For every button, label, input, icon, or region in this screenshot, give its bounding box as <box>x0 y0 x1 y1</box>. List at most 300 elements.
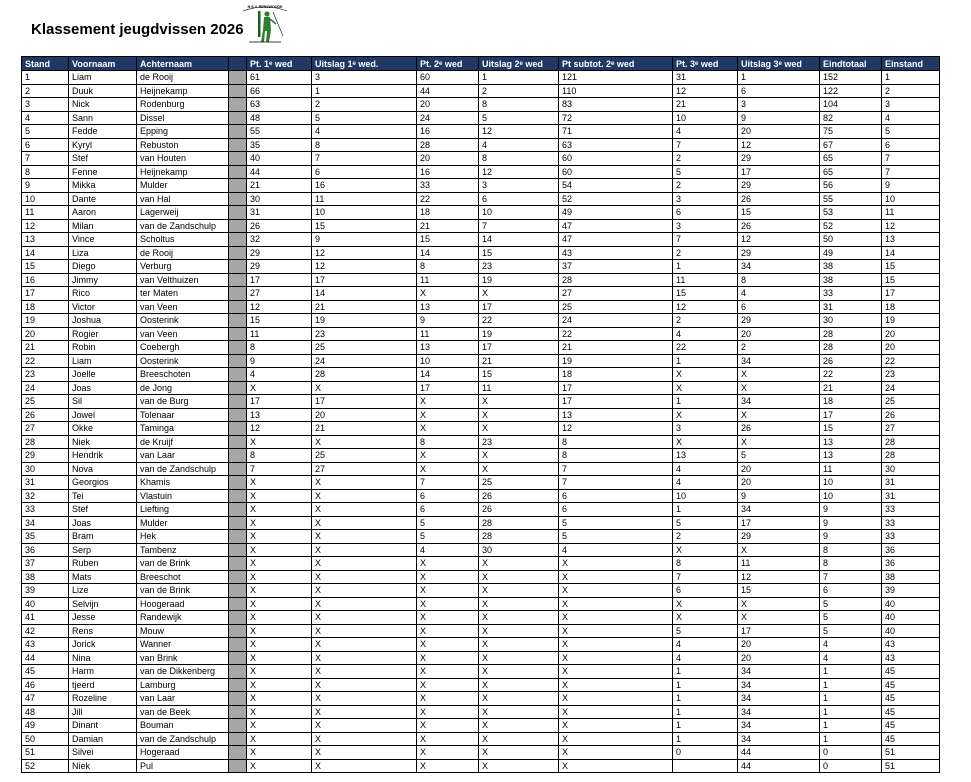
cell-pt2: 9 <box>417 314 479 328</box>
cell-pt1: X <box>247 651 312 665</box>
cell-pt3: 1 <box>673 678 738 692</box>
cell-achternaam: van Laar <box>137 692 229 706</box>
cell-uitslag1: X <box>312 732 417 746</box>
cell-eindtotaal: 56 <box>820 179 882 193</box>
cell-eindtotaal: 65 <box>820 165 882 179</box>
cell-uitslag3: 20 <box>738 462 820 476</box>
cell-achternaam: van de Zandschulp <box>137 462 229 476</box>
cell-pt3: 7 <box>673 570 738 584</box>
table-row <box>22 759 940 773</box>
cell-einstand: 11 <box>882 206 940 220</box>
cell-eindtotaal: 1 <box>820 678 882 692</box>
cell-pt3: 31 <box>673 71 738 85</box>
cell-uitslag3: 12 <box>738 233 820 247</box>
cell-pt3: 12 <box>673 300 738 314</box>
cell-stand: 45 <box>22 665 69 679</box>
cell-uitslag1: 28 <box>312 368 417 382</box>
cell-uitslag1: X <box>312 692 417 706</box>
cell-uitslag1: 19 <box>312 314 417 328</box>
table-row <box>22 570 940 584</box>
cell-pt2: 22 <box>417 192 479 206</box>
cell-subtotaal: 8 <box>559 435 673 449</box>
cell-pt2: X <box>417 638 479 652</box>
cell-achternaam: van de Brink <box>137 557 229 571</box>
table-row <box>22 746 940 760</box>
cell-subtotaal: 110 <box>559 84 673 98</box>
cell-uitslag1: X <box>312 543 417 557</box>
cell-uitslag1: 7 <box>312 152 417 166</box>
cell-pt2: 11 <box>417 273 479 287</box>
cell-pt1: 40 <box>247 152 312 166</box>
cell-achternaam: van Velthuizen <box>137 273 229 287</box>
cell-uitslag2: 28 <box>479 516 559 530</box>
cell-eindtotaal: 9 <box>820 503 882 517</box>
table-row <box>22 381 940 395</box>
cell-stand: 51 <box>22 746 69 760</box>
cell-voornaam: Liam <box>69 354 137 368</box>
cell-pt3: 5 <box>673 516 738 530</box>
cell-subtotaal: X <box>559 732 673 746</box>
cell-subtotaal: X <box>559 705 673 719</box>
cell-subtotaal: 5 <box>559 516 673 530</box>
cell-uitslag2: X <box>479 449 559 463</box>
cell-pt2: 5 <box>417 516 479 530</box>
cell-achternaam: Liefting <box>137 503 229 517</box>
separator-column <box>229 530 247 544</box>
cell-einstand: 5 <box>882 125 940 139</box>
cell-eindtotaal: 4 <box>820 651 882 665</box>
cell-stand: 43 <box>22 638 69 652</box>
cell-uitslag2: 3 <box>479 179 559 193</box>
cell-pt2: 28 <box>417 138 479 152</box>
cell-einstand: 13 <box>882 233 940 247</box>
cell-eindtotaal: 9 <box>820 516 882 530</box>
cell-eindtotaal: 31 <box>820 300 882 314</box>
table-row <box>22 71 940 85</box>
cell-achternaam: Hogeraad <box>137 746 229 760</box>
cell-stand: 10 <box>22 192 69 206</box>
cell-eindtotaal: 1 <box>820 705 882 719</box>
cell-pt3: X <box>673 435 738 449</box>
separator-column <box>229 624 247 638</box>
cell-eindtotaal: 5 <box>820 597 882 611</box>
cell-uitslag2: X <box>479 705 559 719</box>
cell-uitslag2: X <box>479 651 559 665</box>
cell-stand: 42 <box>22 624 69 638</box>
cell-achternaam: Tambenz <box>137 543 229 557</box>
table-row <box>22 530 940 544</box>
cell-voornaam: Hendrik <box>69 449 137 463</box>
cell-subtotaal: 72 <box>559 111 673 125</box>
cell-subtotaal: X <box>559 719 673 733</box>
cell-eindtotaal: 38 <box>820 260 882 274</box>
cell-achternaam: van de Dikkenberg <box>137 665 229 679</box>
cell-voornaam: Niek <box>69 759 137 773</box>
cell-uitslag1: 12 <box>312 246 417 260</box>
cell-voornaam: Jimmy <box>69 273 137 287</box>
cell-eindtotaal: 15 <box>820 422 882 436</box>
separator-column <box>229 732 247 746</box>
cell-einstand: 15 <box>882 273 940 287</box>
separator-column <box>229 597 247 611</box>
cell-pt3: 4 <box>673 651 738 665</box>
cell-pt3: X <box>673 381 738 395</box>
cell-einstand: 18 <box>882 300 940 314</box>
cell-stand: 23 <box>22 368 69 382</box>
cell-pt2: 13 <box>417 300 479 314</box>
cell-uitslag2: 19 <box>479 273 559 287</box>
cell-achternaam: ter Maten <box>137 287 229 301</box>
cell-pt3: 2 <box>673 314 738 328</box>
cell-uitslag3: 34 <box>738 395 820 409</box>
separator-column <box>229 300 247 314</box>
cell-achternaam: Tolenaar <box>137 408 229 422</box>
cell-voornaam: Harm <box>69 665 137 679</box>
cell-pt2: X <box>417 759 479 773</box>
cell-uitslag3: 17 <box>738 624 820 638</box>
cell-pt1: 4 <box>247 368 312 382</box>
cell-pt1: X <box>247 746 312 760</box>
cell-pt1: X <box>247 719 312 733</box>
cell-subtotaal: 22 <box>559 327 673 341</box>
cell-pt2: 17 <box>417 381 479 395</box>
cell-uitslag2: X <box>479 638 559 652</box>
cell-pt2: 11 <box>417 327 479 341</box>
cell-pt2: X <box>417 462 479 476</box>
table-row <box>22 152 940 166</box>
cell-achternaam: van Brink <box>137 651 229 665</box>
cell-uitslag1: 15 <box>312 219 417 233</box>
cell-uitslag2: 26 <box>479 503 559 517</box>
cell-voornaam: Diego <box>69 260 137 274</box>
cell-stand: 22 <box>22 354 69 368</box>
cell-voornaam: Jorick <box>69 638 137 652</box>
cell-eindtotaal: 9 <box>820 530 882 544</box>
cell-subtotaal: X <box>559 611 673 625</box>
separator-column <box>229 665 247 679</box>
cell-eindtotaal: 55 <box>820 192 882 206</box>
cell-uitslag1: 5 <box>312 111 417 125</box>
cell-uitslag3: X <box>738 597 820 611</box>
cell-uitslag2: 23 <box>479 260 559 274</box>
col-header-uitslag2: Uitslag 2ᵉ wed <box>479 57 559 71</box>
separator-column <box>229 408 247 422</box>
cell-achternaam: Vlastuin <box>137 489 229 503</box>
cell-einstand: 45 <box>882 678 940 692</box>
cell-subtotaal: 24 <box>559 314 673 328</box>
cell-subtotaal: 25 <box>559 300 673 314</box>
cell-eindtotaal: 82 <box>820 111 882 125</box>
cell-achternaam: Dissel <box>137 111 229 125</box>
cell-eindtotaal: 65 <box>820 152 882 166</box>
separator-column <box>229 381 247 395</box>
cell-stand: 49 <box>22 719 69 733</box>
cell-voornaam: Mats <box>69 570 137 584</box>
cell-einstand: 45 <box>882 719 940 733</box>
cell-pt2: 8 <box>417 435 479 449</box>
cell-uitslag2: 12 <box>479 165 559 179</box>
cell-pt2: 6 <box>417 489 479 503</box>
cell-uitslag3: X <box>738 381 820 395</box>
cell-eindtotaal: 21 <box>820 381 882 395</box>
cell-stand: 1 <box>22 71 69 85</box>
cell-uitslag2: X <box>479 557 559 571</box>
cell-pt2: 13 <box>417 341 479 355</box>
cell-pt1: X <box>247 516 312 530</box>
table-row <box>22 219 940 233</box>
cell-stand: 39 <box>22 584 69 598</box>
separator-column <box>229 233 247 247</box>
cell-uitslag3: 9 <box>738 489 820 503</box>
separator-column <box>229 152 247 166</box>
cell-einstand: 10 <box>882 192 940 206</box>
cell-uitslag2: X <box>479 746 559 760</box>
cell-pt2: 20 <box>417 152 479 166</box>
cell-eindtotaal: 18 <box>820 395 882 409</box>
cell-uitslag1: 25 <box>312 341 417 355</box>
cell-stand: 37 <box>22 557 69 571</box>
cell-einstand: 20 <box>882 327 940 341</box>
cell-uitslag3: 5 <box>738 449 820 463</box>
cell-stand: 15 <box>22 260 69 274</box>
table-row <box>22 273 940 287</box>
cell-achternaam: Heijnekamp <box>137 84 229 98</box>
cell-pt2: X <box>417 665 479 679</box>
cell-voornaam: Tei <box>69 489 137 503</box>
cell-pt1: 21 <box>247 179 312 193</box>
cell-pt3: 6 <box>673 584 738 598</box>
cell-uitslag3: 15 <box>738 206 820 220</box>
table-row <box>22 354 940 368</box>
cell-stand: 12 <box>22 219 69 233</box>
cell-voornaam: Dante <box>69 192 137 206</box>
cell-voornaam: Milan <box>69 219 137 233</box>
separator-column <box>229 638 247 652</box>
angler-logo-icon <box>239 2 291 48</box>
cell-voornaam: Joas <box>69 381 137 395</box>
separator-column <box>229 543 247 557</box>
cell-achternaam: de Jong <box>137 381 229 395</box>
cell-achternaam: van de Brink <box>137 584 229 598</box>
separator-column <box>229 138 247 152</box>
cell-einstand: 12 <box>882 219 940 233</box>
cell-eindtotaal: 6 <box>820 584 882 598</box>
table-row <box>22 408 940 422</box>
cell-einstand: 20 <box>882 341 940 355</box>
cell-pt2: 44 <box>417 84 479 98</box>
cell-uitslag2: 14 <box>479 233 559 247</box>
cell-eindtotaal: 1 <box>820 692 882 706</box>
cell-achternaam: Heijnekamp <box>137 165 229 179</box>
cell-einstand: 2 <box>882 84 940 98</box>
cell-voornaam: Nina <box>69 651 137 665</box>
cell-pt3: 7 <box>673 233 738 247</box>
cell-pt1: 31 <box>247 206 312 220</box>
cell-subtotaal: 8 <box>559 449 673 463</box>
cell-stand: 36 <box>22 543 69 557</box>
cell-pt3: 8 <box>673 557 738 571</box>
cell-achternaam: van de Zandschulp <box>137 219 229 233</box>
table-row <box>22 111 940 125</box>
cell-stand: 8 <box>22 165 69 179</box>
cell-uitslag3: X <box>738 408 820 422</box>
cell-uitslag1: 16 <box>312 179 417 193</box>
cell-achternaam: van Houten <box>137 152 229 166</box>
cell-subtotaal: 12 <box>559 422 673 436</box>
cell-stand: 35 <box>22 530 69 544</box>
cell-stand: 32 <box>22 489 69 503</box>
cell-uitslag3: 34 <box>738 692 820 706</box>
cell-pt3: 1 <box>673 665 738 679</box>
cell-einstand: 40 <box>882 624 940 638</box>
col-header-voornaam: Voornaam <box>69 57 137 71</box>
cell-eindtotaal: 38 <box>820 273 882 287</box>
cell-subtotaal: 54 <box>559 179 673 193</box>
cell-voornaam: tjeerd <box>69 678 137 692</box>
cell-stand: 3 <box>22 98 69 112</box>
cell-pt2: 60 <box>417 71 479 85</box>
cell-pt3: 4 <box>673 125 738 139</box>
separator-column <box>229 692 247 706</box>
cell-stand: 44 <box>22 651 69 665</box>
table-row <box>22 206 940 220</box>
cell-pt3: 4 <box>673 327 738 341</box>
cell-uitslag1: X <box>312 638 417 652</box>
cell-voornaam: Fenne <box>69 165 137 179</box>
cell-uitslag1: X <box>312 476 417 490</box>
cell-pt1: X <box>247 705 312 719</box>
cell-achternaam: Mouw <box>137 624 229 638</box>
cell-uitslag3: X <box>738 611 820 625</box>
cell-eindtotaal: 1 <box>820 665 882 679</box>
cell-achternaam: Epping <box>137 125 229 139</box>
cell-pt2: X <box>417 692 479 706</box>
separator-column <box>229 395 247 409</box>
cell-achternaam: Coebergh <box>137 341 229 355</box>
cell-einstand: 17 <box>882 287 940 301</box>
cell-eindtotaal: 7 <box>820 570 882 584</box>
cell-pt2: 16 <box>417 125 479 139</box>
cell-uitslag1: 21 <box>312 422 417 436</box>
cell-pt1: 15 <box>247 314 312 328</box>
separator-column <box>229 165 247 179</box>
cell-eindtotaal: 50 <box>820 233 882 247</box>
cell-uitslag3: 9 <box>738 111 820 125</box>
cell-pt1: X <box>247 557 312 571</box>
cell-subtotaal: 121 <box>559 71 673 85</box>
cell-pt1: 61 <box>247 71 312 85</box>
cell-uitslag2: X <box>479 611 559 625</box>
separator-column <box>229 98 247 112</box>
cell-pt3: 1 <box>673 692 738 706</box>
cell-uitslag2: X <box>479 570 559 584</box>
cell-eindtotaal: 67 <box>820 138 882 152</box>
separator-column <box>229 192 247 206</box>
cell-eindtotaal: 152 <box>820 71 882 85</box>
cell-pt1: X <box>247 692 312 706</box>
cell-uitslag1: 17 <box>312 273 417 287</box>
cell-subtotaal: X <box>559 759 673 773</box>
cell-pt1: X <box>247 624 312 638</box>
cell-pt2: X <box>417 422 479 436</box>
cell-pt3: 1 <box>673 503 738 517</box>
cell-pt2: X <box>417 732 479 746</box>
cell-uitslag3: 12 <box>738 570 820 584</box>
cell-stand: 4 <box>22 111 69 125</box>
cell-uitslag3: 29 <box>738 314 820 328</box>
cell-pt3: X <box>673 408 738 422</box>
cell-subtotaal: 63 <box>559 138 673 152</box>
cell-uitslag1: X <box>312 489 417 503</box>
cell-pt3: 5 <box>673 624 738 638</box>
cell-uitslag1: X <box>312 557 417 571</box>
cell-stand: 34 <box>22 516 69 530</box>
separator-column <box>229 746 247 760</box>
cell-einstand: 28 <box>882 435 940 449</box>
cell-uitslag3: 8 <box>738 273 820 287</box>
cell-uitslag1: X <box>312 719 417 733</box>
cell-pt3: 7 <box>673 138 738 152</box>
cell-pt2: X <box>417 678 479 692</box>
cell-uitslag1: X <box>312 503 417 517</box>
cell-einstand: 28 <box>882 449 940 463</box>
cell-subtotaal: 6 <box>559 489 673 503</box>
cell-uitslag3: 20 <box>738 638 820 652</box>
cell-achternaam: Rebuston <box>137 138 229 152</box>
cell-voornaam: Sann <box>69 111 137 125</box>
cell-uitslag2: 23 <box>479 435 559 449</box>
separator-column <box>229 71 247 85</box>
cell-einstand: 31 <box>882 476 940 490</box>
cell-voornaam: Serp <box>69 543 137 557</box>
cell-pt3: 11 <box>673 273 738 287</box>
cell-einstand: 14 <box>882 246 940 260</box>
cell-subtotaal: 83 <box>559 98 673 112</box>
cell-uitslag1: 14 <box>312 287 417 301</box>
cell-uitslag2: X <box>479 732 559 746</box>
cell-subtotaal: 6 <box>559 503 673 517</box>
cell-pt3: 1 <box>673 395 738 409</box>
cell-eindtotaal: 10 <box>820 489 882 503</box>
cell-pt3: X <box>673 597 738 611</box>
cell-uitslag3: 26 <box>738 219 820 233</box>
cell-voornaam: Joelle <box>69 368 137 382</box>
cell-eindtotaal: 53 <box>820 206 882 220</box>
cell-uitslag2: 15 <box>479 246 559 260</box>
cell-uitslag2: 11 <box>479 381 559 395</box>
separator-column <box>229 705 247 719</box>
cell-einstand: 43 <box>882 651 940 665</box>
cell-stand: 41 <box>22 611 69 625</box>
cell-subtotaal: 28 <box>559 273 673 287</box>
cell-pt2: X <box>417 611 479 625</box>
cell-stand: 50 <box>22 732 69 746</box>
col-header-einstand: Einstand <box>882 57 940 71</box>
cell-voornaam: Jill <box>69 705 137 719</box>
cell-eindtotaal: 5 <box>820 611 882 625</box>
cell-uitslag1: 3 <box>312 71 417 85</box>
cell-achternaam: van de Burg <box>137 395 229 409</box>
separator-column <box>229 489 247 503</box>
cell-eindtotaal: 122 <box>820 84 882 98</box>
cell-einstand: 38 <box>882 570 940 584</box>
cell-uitslag2: 28 <box>479 530 559 544</box>
cell-subtotaal: 21 <box>559 341 673 355</box>
table-row <box>22 732 940 746</box>
cell-uitslag1: X <box>312 530 417 544</box>
separator-column <box>229 314 247 328</box>
cell-pt1: 35 <box>247 138 312 152</box>
